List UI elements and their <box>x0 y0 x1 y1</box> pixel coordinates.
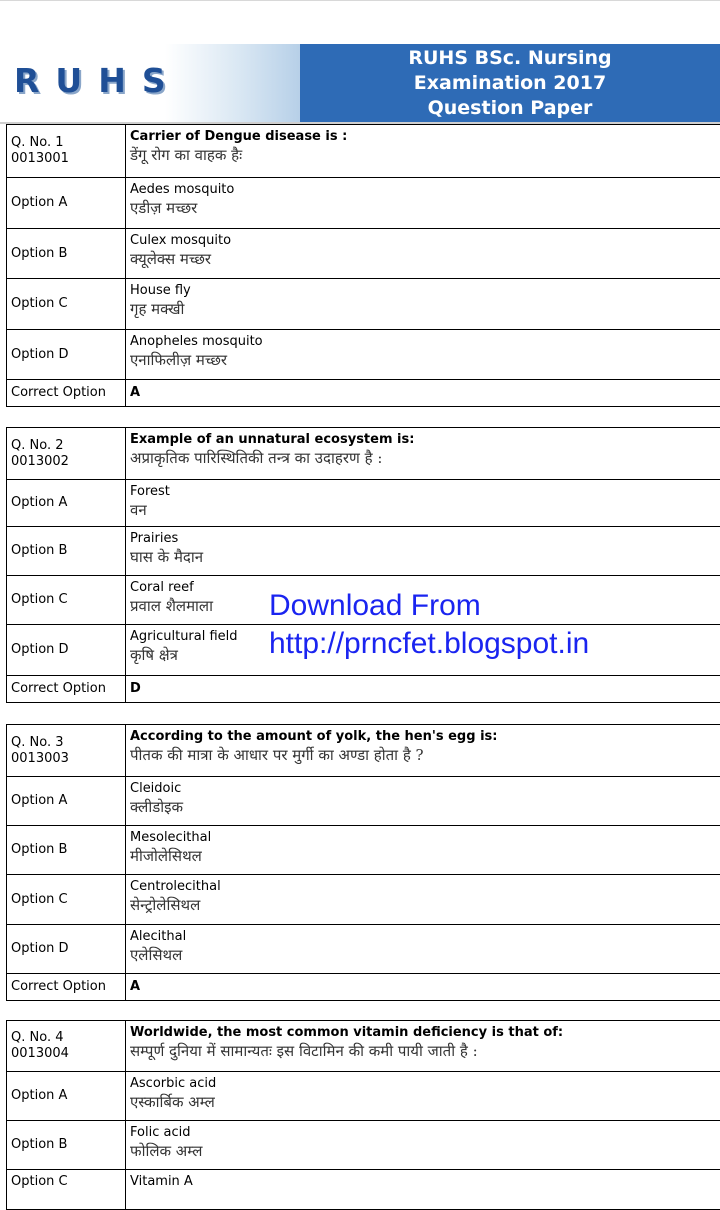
option-text-hi: एडीज़ मच्छर <box>130 198 720 218</box>
question-text-hi: डेंगू रोग का वाहक हैः <box>130 145 720 165</box>
option-row <box>7 1170 720 1210</box>
option-cell <box>126 875 720 925</box>
question-number-cell <box>7 428 126 480</box>
option-text-hi: घास के मैदान <box>130 547 720 567</box>
option-text-hi: प्रवाल शैलमाला <box>130 596 720 616</box>
option-text-hi: एनाफिलीज़ मच्छर <box>130 350 720 370</box>
option-cell <box>126 1170 720 1210</box>
option-cell <box>126 1121 720 1170</box>
option-text-en: Alecithal <box>130 929 720 945</box>
question-table-1 <box>6 124 720 407</box>
option-row <box>7 279 720 330</box>
option-label: Option D <box>7 925 126 974</box>
option-cell <box>126 826 720 875</box>
ruhs-logo: RUHS <box>14 61 182 100</box>
option-cell <box>126 178 720 229</box>
correct-option-label: Correct Option <box>7 380 126 407</box>
watermark-url: http://prncfet.blogspot.in <box>269 627 589 661</box>
correct-option-row <box>7 380 720 407</box>
option-row <box>7 480 720 527</box>
question-text-hi: सम्पूर्ण दुनिया में सामान्यतः इस विटामिन की कमी पायी जाती है : <box>130 1041 720 1061</box>
title-line-2: Examination 2017 <box>300 71 720 96</box>
option-label: Option B <box>7 229 126 279</box>
option-text-en: Vitamin A <box>130 1174 720 1190</box>
question-text-en: According to the amount of yolk, the hen's egg is: <box>130 729 720 745</box>
option-text-en: Aedes mosquito <box>130 182 720 198</box>
option-row <box>7 925 720 974</box>
option-label: Option A <box>7 480 126 527</box>
option-text-en: Mesolecithal <box>130 830 720 846</box>
question-text-en: Carrier of Dengue disease is : <box>130 129 720 145</box>
question-number: Q. No. 1 <box>11 135 121 151</box>
option-label: Option A <box>7 178 126 229</box>
question-number-cell <box>7 725 126 777</box>
option-text-en: Coral reef <box>130 580 720 596</box>
question-number-cell <box>7 1021 126 1072</box>
question-text-cell <box>126 125 720 178</box>
option-text-en: Prairies <box>130 531 720 547</box>
question-code: 0013003 <box>11 751 121 767</box>
title-line-3: Question Paper <box>300 96 720 121</box>
option-label: Option B <box>7 826 126 875</box>
question-text-en: Example of an unnatural ecosystem is: <box>130 432 720 448</box>
exam-title <box>300 44 720 122</box>
option-label: Option B <box>7 1121 126 1170</box>
question-text-hi: अप्राकृतिक पारिस्थितिकी तन्त्र का उदाहरण है : <box>130 448 720 468</box>
option-row <box>7 777 720 826</box>
option-row <box>7 229 720 279</box>
correct-option-value: A <box>126 380 720 407</box>
question-code: 0013001 <box>11 151 121 167</box>
option-cell <box>126 1072 720 1121</box>
question-table-2 <box>6 427 720 703</box>
question-number: Q. No. 4 <box>11 1030 121 1046</box>
option-label: Option D <box>7 625 126 676</box>
option-text-en: House fly <box>130 283 720 299</box>
question-table-3 <box>6 724 720 1001</box>
option-label: Option C <box>7 1170 126 1210</box>
question-text-cell <box>126 725 720 777</box>
question-row <box>7 1021 720 1072</box>
option-cell <box>126 330 720 380</box>
question-number: Q. No. 3 <box>11 735 121 751</box>
option-row <box>7 178 720 229</box>
option-cell <box>126 925 720 974</box>
question-row <box>7 725 720 777</box>
option-text-en: Culex mosquito <box>130 233 720 249</box>
option-text-en: Agricultural field <box>130 629 720 645</box>
option-text-hi: गृह मक्खी <box>130 299 720 319</box>
option-label: Option B <box>7 527 126 576</box>
question-row <box>7 428 720 480</box>
option-label: Option A <box>7 1072 126 1121</box>
correct-option-label: Correct Option <box>7 676 126 703</box>
correct-option-value: A <box>126 974 720 1001</box>
option-cell <box>126 777 720 826</box>
option-cell <box>126 480 720 527</box>
option-row <box>7 330 720 380</box>
question-text-en: Worldwide, the most common vitamin deficiency is that of: <box>130 1025 720 1041</box>
question-text-cell <box>126 428 720 480</box>
question-number-cell <box>7 125 126 178</box>
option-cell <box>126 229 720 279</box>
option-text-en: Forest <box>130 484 720 500</box>
option-row <box>7 875 720 925</box>
question-table-4 <box>6 1020 720 1210</box>
option-text-hi: एस्कार्बिक अम्ल <box>130 1092 720 1112</box>
option-text-en: Centrolecithal <box>130 879 720 895</box>
option-text-en: Cleidoic <box>130 781 720 797</box>
option-row <box>7 826 720 875</box>
correct-option-label: Correct Option <box>7 974 126 1001</box>
top-divider <box>0 0 720 1</box>
option-label: Option A <box>7 777 126 826</box>
option-text-hi: सेन्ट्रोलेसिथल <box>130 895 720 915</box>
logo-area <box>0 44 300 122</box>
option-text-en: Folic acid <box>130 1125 720 1141</box>
option-cell <box>126 279 720 330</box>
option-label: Option C <box>7 279 126 330</box>
question-number: Q. No. 2 <box>11 438 121 454</box>
correct-option-row <box>7 676 720 703</box>
option-text-hi: कृषि क्षेत्र <box>130 645 720 665</box>
option-text-hi: क्लीडोइक <box>130 797 720 817</box>
question-text-hi: पीतक की मात्रा के आधार पर मुर्गी का अण्डा होता है ? <box>130 745 720 765</box>
option-cell <box>126 527 720 576</box>
option-text-hi: क्यूलेक्स मच्छर <box>130 249 720 269</box>
question-code: 0013004 <box>11 1046 121 1062</box>
question-text-cell <box>126 1021 720 1072</box>
title-line-1: RUHS BSc. Nursing <box>300 46 720 71</box>
page-header <box>0 44 720 122</box>
option-label: Option D <box>7 330 126 380</box>
watermark-download-from: Download From <box>269 589 481 623</box>
option-row <box>7 527 720 576</box>
option-text-hi: मीजोलेसिथल <box>130 846 720 866</box>
option-text-hi: वन <box>130 500 720 520</box>
option-row <box>7 1121 720 1170</box>
question-row <box>7 125 720 178</box>
option-text-en: Anopheles mosquito <box>130 334 720 350</box>
option-label: Option C <box>7 875 126 925</box>
option-label: Option C <box>7 576 126 625</box>
question-code: 0013002 <box>11 454 121 470</box>
option-text-hi: एलेसिथल <box>130 945 720 965</box>
option-text-hi: फोलिक अम्ल <box>130 1141 720 1161</box>
correct-option-row <box>7 974 720 1001</box>
option-row <box>7 1072 720 1121</box>
correct-option-value: D <box>126 676 720 703</box>
option-text-en: Ascorbic acid <box>130 1076 720 1092</box>
